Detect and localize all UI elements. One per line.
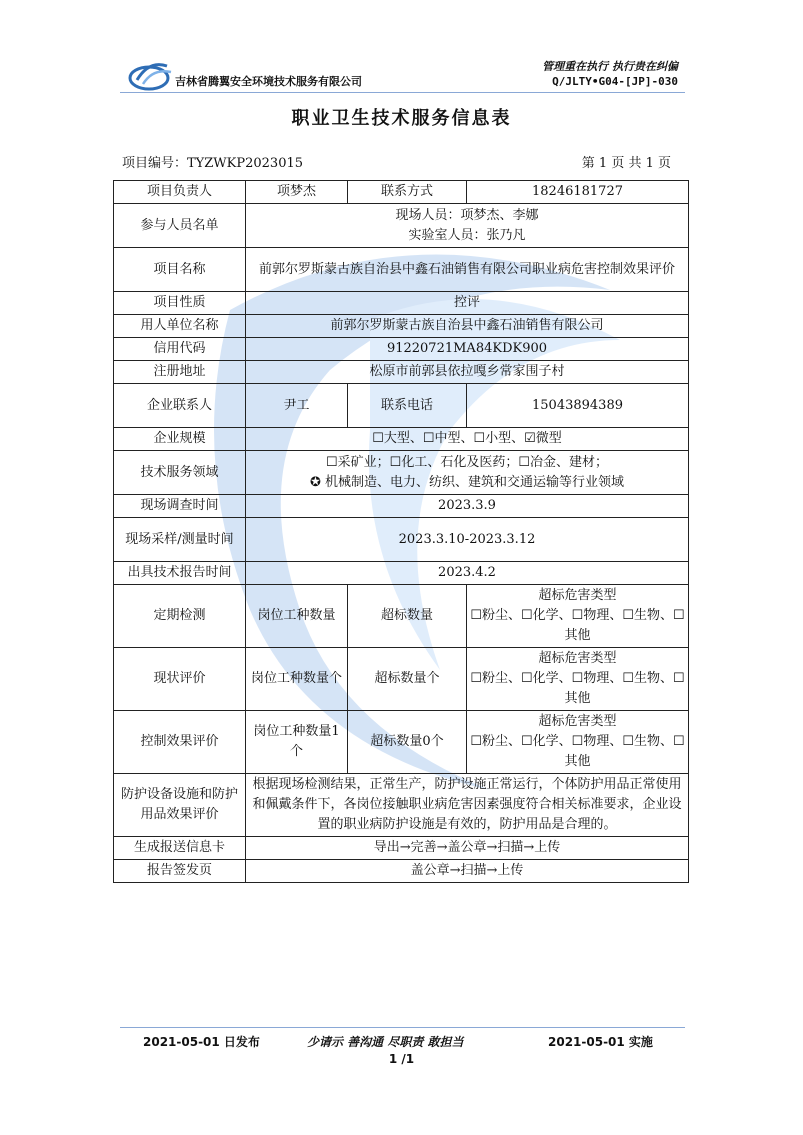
participants-value — [246, 204, 689, 248]
page-info: 第 1 页 共 1 页 — [581, 156, 671, 171]
issue-date: 2021-05-01 日发布 — [143, 1035, 260, 1049]
table-row — [114, 562, 689, 585]
table-row — [114, 495, 689, 518]
employer-label: 用人单位名称 — [114, 315, 246, 338]
leader-label: 项目负责人 — [114, 181, 246, 204]
survey-time-value: 2023.3.9 — [246, 495, 689, 518]
status-posts: 岗位工种数量个 — [246, 648, 348, 711]
table-row — [114, 585, 689, 648]
table-row — [114, 384, 689, 428]
report-time-label: 出具技术报告时间 — [114, 562, 246, 585]
table-row — [114, 451, 689, 495]
protect-value: 根据现场检测结果，正常生产，防护设施正常运行，个体防护用品正常使用和佩戴条件下，各岗位接触职业病危害因素强度符合相关标准要求，企业设置的职业病防护设施是有效的，防护用品是合理的。 — [246, 774, 689, 837]
control-exceed: 超标数量0个 — [348, 711, 467, 774]
hazard-title: 超标危害类型 — [538, 651, 617, 666]
periodic-label: 定期检测 — [114, 585, 246, 648]
control-label: 控制效果评价 — [114, 711, 246, 774]
enterprise-contact-label: 企业联系人 — [114, 384, 246, 428]
company-logo-icon — [127, 58, 175, 92]
address-value: 松原市前郭县依拉嘎乡常家围子村 — [246, 361, 689, 384]
sampling-time-label: 现场采样/测量时间 — [114, 518, 246, 562]
status-hazard — [467, 648, 689, 711]
table-row — [114, 860, 689, 883]
domain-label: 技术服务领域 — [114, 451, 246, 495]
page-header — [0, 0, 803, 100]
table-row — [114, 711, 689, 774]
participants-line: 实验室人员：张乃凡 — [408, 227, 526, 243]
service-info-table — [113, 180, 689, 883]
domain-line: ✪ 机械制造、电力、纺织、建筑和交通运输等行业领域 — [309, 474, 625, 490]
effective-date: 2021-05-01 实施 — [548, 1035, 653, 1049]
hazard-title: 超标危害类型 — [538, 714, 617, 729]
nature-label: 项目性质 — [114, 292, 246, 315]
card-label: 生成报送信息卡 — [114, 837, 246, 860]
contact-value: 18246181727 — [467, 181, 689, 204]
domain-line: ☐采矿业；☐化工、石化及医药；☐冶金、建材； — [326, 454, 608, 470]
footer-divider — [120, 1027, 685, 1028]
table-row — [114, 837, 689, 860]
enterprise-phone-label: 联系电话 — [348, 384, 467, 428]
table-row — [114, 248, 689, 292]
document-number: Q/JLTY•G04-[JP]-030 — [552, 75, 678, 88]
contact-label: 联系方式 — [348, 181, 467, 204]
table-row — [114, 181, 689, 204]
periodic-hazard — [467, 585, 689, 648]
project-name-value: 前郭尔罗斯蒙古族自治县中鑫石油销售有限公司职业病危害控制效果评价 — [246, 248, 689, 292]
scale-label: 企业规模 — [114, 428, 246, 451]
periodic-posts: 岗位工种数量 — [246, 585, 348, 648]
domain-value — [246, 451, 689, 495]
project-name-label: 项目名称 — [114, 248, 246, 292]
page-number: 1 /1 — [388, 1052, 415, 1066]
table-row — [114, 338, 689, 361]
leader-value: 项梦杰 — [246, 181, 348, 204]
footer-motto: 少请示 善沟通 尽职责 敢担当 — [307, 1035, 464, 1049]
report-time-value: 2023.4.2 — [246, 562, 689, 585]
table-row — [114, 204, 689, 248]
participants-line: 现场人员：项梦杰、李娜 — [395, 207, 539, 223]
survey-time-label: 现场调查时间 — [114, 495, 246, 518]
scale-value: ☐大型、☐中型、☐小型、☑微型 — [246, 428, 689, 451]
hazard-options: ☐粉尘、☐化学、☐物理、☐生物、☐其他 — [470, 671, 685, 706]
hazard-options: ☐粉尘、☐化学、☐物理、☐生物、☐其他 — [470, 734, 685, 769]
table-row — [114, 774, 689, 837]
participants-label: 参与人员名单 — [114, 204, 246, 248]
protect-label: 防护设备设施和防护用品效果评价 — [114, 774, 246, 837]
control-posts: 岗位工种数量1个 — [246, 711, 348, 774]
company-name: 吉林省腾翼安全环境技术服务有限公司 — [175, 75, 362, 88]
credit-label: 信用代码 — [114, 338, 246, 361]
enterprise-contact-value: 尹工 — [246, 384, 348, 428]
sampling-time-value: 2023.3.10-2023.3.12 — [246, 518, 689, 562]
header-divider — [120, 92, 685, 93]
table-row — [114, 361, 689, 384]
table-row — [114, 292, 689, 315]
hazard-title: 超标危害类型 — [538, 588, 617, 603]
periodic-exceed: 超标数量 — [348, 585, 467, 648]
header-slogan: 管理重在执行 执行贵在纠偏 — [542, 60, 678, 73]
sign-label: 报告签发页 — [114, 860, 246, 883]
sign-value: 盖公章→扫描→上传 — [246, 860, 689, 883]
status-exceed: 超标数量个 — [348, 648, 467, 711]
control-hazard — [467, 711, 689, 774]
table-row — [114, 648, 689, 711]
table-row — [114, 518, 689, 562]
table-row — [114, 428, 689, 451]
project-number: 项目编号：TYZWKP2023015 — [122, 156, 304, 171]
page-title: 职业卫生技术服务信息表 — [291, 108, 512, 129]
enterprise-phone-value: 15043894389 — [467, 384, 689, 428]
hazard-options: ☐粉尘、☐化学、☐物理、☐生物、☐其他 — [470, 608, 685, 643]
employer-value: 前郭尔罗斯蒙古族自治县中鑫石油销售有限公司 — [246, 315, 689, 338]
status-label: 现状评价 — [114, 648, 246, 711]
address-label: 注册地址 — [114, 361, 246, 384]
credit-value: 91220721MA84KDK900 — [246, 338, 689, 361]
table-row — [114, 315, 689, 338]
card-value: 导出→完善→盖公章→扫描→上传 — [246, 837, 689, 860]
nature-value: 控评 — [246, 292, 689, 315]
